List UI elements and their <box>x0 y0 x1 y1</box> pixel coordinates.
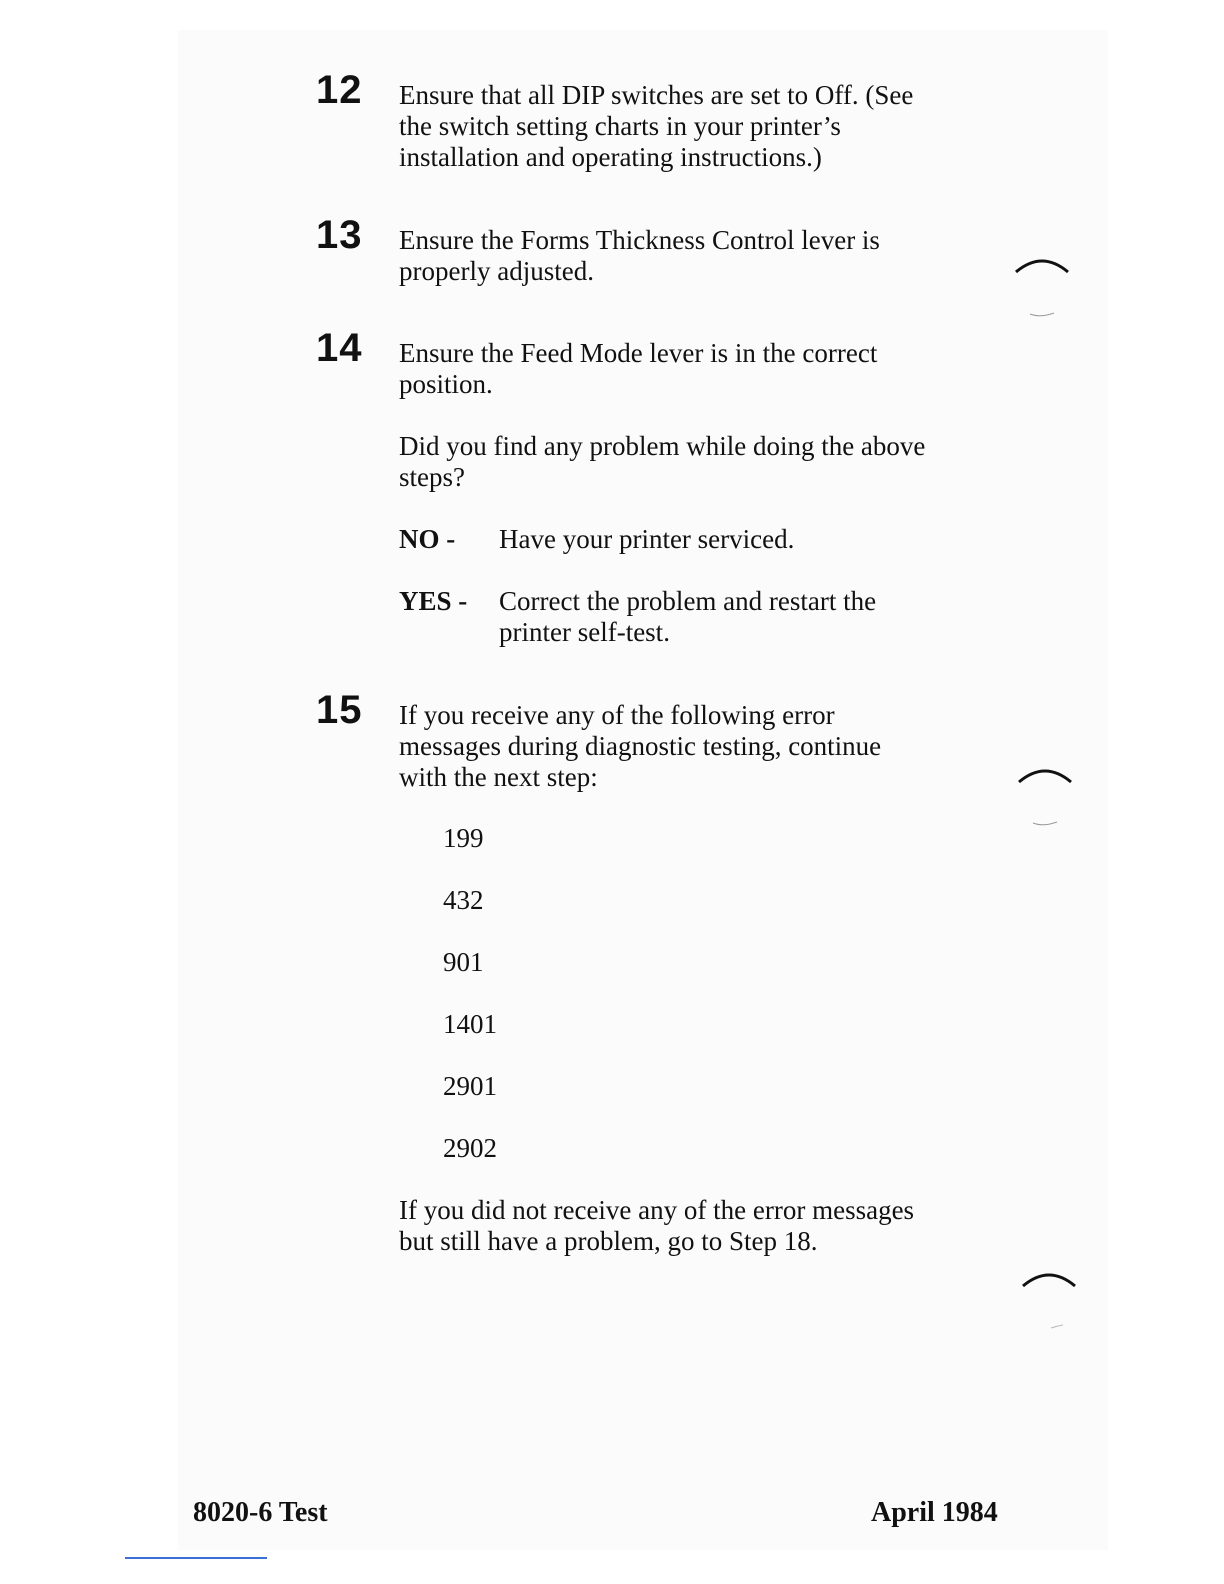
binder-hole-icon <box>1017 762 1073 832</box>
text-line: Correct the problem and restart the <box>499 586 877 616</box>
step-12-text <box>399 80 1009 173</box>
answer-no-label: NO - <box>399 524 456 554</box>
text-line: but still have a problem, go to Step 18. <box>399 1226 818 1256</box>
binder-hole-icon <box>1021 1266 1077 1336</box>
text-line: messages during diagnostic testing, continue <box>399 731 882 761</box>
footer-document-id: 8020-6 Test <box>193 1497 328 1528</box>
text-line: Ensure the Forms Thickness Control lever is <box>399 225 880 255</box>
error-code: 2901 <box>443 1071 497 1101</box>
answer-no-text: Have your printer serviced. <box>499 524 795 554</box>
step-15-closing <box>399 1195 1009 1257</box>
footer-date: April 1984 <box>871 1497 998 1528</box>
step-13-text <box>399 225 1009 287</box>
error-code: 199 <box>443 823 484 853</box>
text-line: Did you find any problem while doing the above <box>399 431 926 461</box>
step-number-13: 13 <box>316 213 363 257</box>
step-14-text <box>399 338 1009 400</box>
step-number-14: 14 <box>316 326 363 370</box>
text-line: If you did not receive any of the error messages <box>399 1195 915 1225</box>
text-line: If you receive any of the following error <box>399 700 835 730</box>
answer-yes-label: YES - <box>399 586 468 616</box>
text-line: position. <box>399 369 493 399</box>
error-code: 1401 <box>443 1009 497 1039</box>
step-number-12: 12 <box>316 68 363 112</box>
bottom-rule <box>125 1557 267 1559</box>
answer-yes-text <box>499 586 876 648</box>
text-line: steps? <box>399 462 465 492</box>
text-line: Ensure the Feed Mode lever is in the correct <box>399 338 878 368</box>
step-15-text <box>399 700 1009 793</box>
text-line: properly adjusted. <box>399 256 594 286</box>
text-line: installation and operating instructions.) <box>399 142 822 172</box>
binder-hole-icon <box>1014 252 1070 322</box>
step-14-question <box>399 431 1009 493</box>
text-line: the switch setting charts in your printer’s <box>399 111 841 141</box>
error-code: 432 <box>443 885 484 915</box>
step-number-15: 15 <box>316 688 363 732</box>
text-line: with the next step: <box>399 762 598 792</box>
error-code: 901 <box>443 947 484 977</box>
text-line: printer self-test. <box>499 617 670 647</box>
error-code: 2902 <box>443 1133 497 1163</box>
text-line: Ensure that all DIP switches are set to Off. (See <box>399 80 914 110</box>
